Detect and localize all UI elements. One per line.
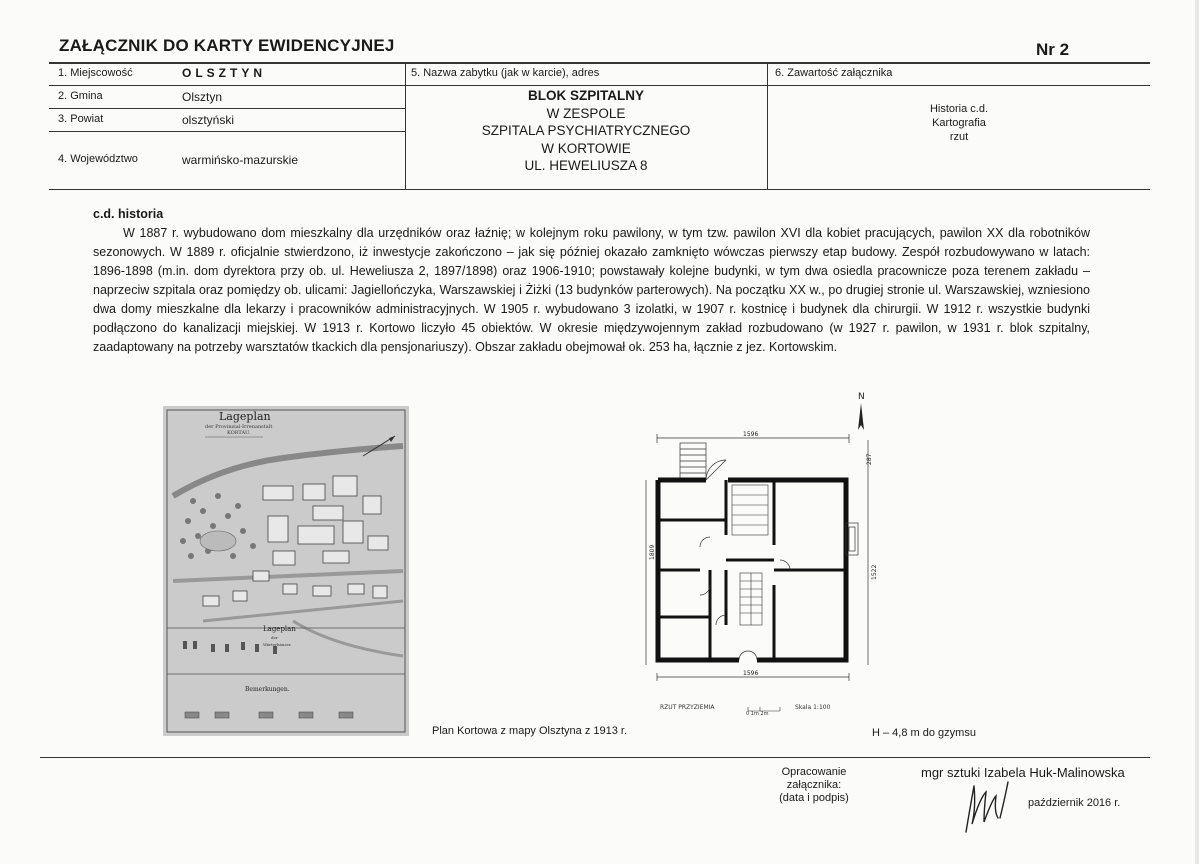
monument-line-3: SZPITALA PSYCHIATRYCZNEGO [481, 123, 691, 138]
dim-right-top: 287 [866, 453, 873, 465]
contents-line-2: Kartografia [932, 117, 986, 129]
monument-line-5: UL. HEWELIUSZA 8 [524, 158, 648, 173]
grid-line-bottom [49, 189, 1150, 190]
field-label-voivodeship: 4. Województwo [58, 153, 138, 165]
floor-plan-scale: Skala 1:100 [795, 704, 831, 711]
dim-right: 1522 [871, 564, 878, 580]
field-value-commune: Olsztyn [182, 90, 223, 104]
field-value-voivodeship: warmińsko-mazurskie [182, 153, 299, 167]
signature-image [960, 778, 1020, 838]
history-text: W 1887 r. wybudowano dom mieszkalny dla urzędników oraz łaźnię; w kolejnym roku pawilony, w tym tzw. pawilon XVI dla kobiet pracujących, pawilon XX dla robotników sezonowych. W 1889 r. oficjalnie stwierdzono, iż inwestycje zakończono – jak się później okazało zamknięto wówczas pierwszy etap budowy. Zespół rozbudowywano w latach: 1896-1898 (m.in. dom dyrektora przy ob. ul. Heweliusza 2, 1897/1898) oraz 1906-1910; powstawały kolejne budynki, w tym dwa osiedla pracownicze poza terenem zakładu – naprzeciw szpitala oraz pomiędzy ob. ulicami: Jagiellończyka, Warszawskiej i Żiżki (13 budynków parterowych). Na początku XX w., po drugiej stronie ul. Warszawskiej, wzniesiono dwa domy mieszkalne dla lekarzy i pracowników administracyjnych. W 1905 r. wybudowano 3 izolatki, w 1907 r. kostnicę i budynek dla chirurgii. W 1912 r. wszystkie budynki podłączono do kanalizacji miejskiej. W 1913 r. Kortowo liczyło 45 obiektów. W okresie międzywojennym zakład rozbudowano (w 1927 r. pawilon, w 1931 r. blok szpitalny, zaadaptowany na potrzeby warsztatów tkackich dla pensjonariuszy). Obszar zakładu obejmował ok. 253 ha, łącznie z jez. Kortowskim. [93, 226, 1090, 354]
contents-line-1: Historia c.d. [929, 103, 989, 115]
svg-text:der Provinzial-Irrenanstalt: der Provinzial-Irrenanstalt [205, 424, 273, 430]
svg-text:Lageplan: Lageplan [219, 410, 271, 423]
monument-line-1: BLOK SZPITALNY [528, 88, 644, 103]
field-label-monument: 5. Nazwa zabytku (jak w karcie), adres [411, 67, 600, 79]
field-label-county: 3. Powiat [58, 113, 104, 125]
grid-line [49, 108, 405, 109]
svg-text:der: der [271, 635, 278, 640]
svg-text:Wärterhäuser.: Wärterhäuser. [263, 642, 292, 647]
contents-line-3: rzut [949, 131, 969, 143]
author-name: mgr sztuki Izabela Huk-Malinowska [921, 765, 1125, 780]
grid-line [49, 131, 405, 132]
prepared-by-line-1: Opracowanie załącznika: [781, 766, 847, 791]
monument-line-2: W ZESPOLE [546, 105, 626, 121]
document-date: październik 2016 r. [1028, 797, 1121, 809]
floor-plan-title: RZUT PRZYZIEMIA [660, 704, 715, 711]
prepared-by-line-2: (data i podpis) [779, 792, 849, 804]
attachment-contents [768, 102, 1150, 144]
field-value-county: olsztyński [182, 113, 235, 127]
field-value-locality: OLSZTYN [182, 66, 266, 80]
footer-line [40, 757, 1150, 758]
map-caption: Plan Kortowa z mapy Olsztyna z 1913 r. [432, 725, 628, 737]
historical-map-image [163, 406, 409, 736]
prepared-by-label [766, 766, 862, 805]
grid-line-top [49, 62, 1150, 64]
north-label: N [858, 392, 865, 402]
field-label-contents: 6. Zawartość załącznika [775, 67, 893, 79]
svg-text:KORTAU.: KORTAU. [227, 430, 251, 436]
history-heading: c.d. historia [93, 207, 164, 221]
floor-plan-drawing [640, 385, 880, 720]
attachment-number: Nr 2 [1036, 40, 1070, 59]
north-arrow-icon [858, 403, 864, 430]
field-label-commune: 2. Gmina [58, 90, 103, 102]
dim-top: 1596 [743, 431, 759, 438]
document-title: ZAŁĄCZNIK DO KARTY EWIDENCYJNEJ [59, 36, 395, 55]
monument-name [405, 87, 767, 175]
dim-left: 1809 [649, 544, 656, 560]
monument-line-4: W KORTOWIE [541, 140, 631, 156]
dim-bottom: 1596 [743, 670, 759, 677]
height-note: H – 4,8 m do gzymsu [872, 727, 976, 739]
grid-line [49, 85, 1150, 86]
page-edge [1195, 0, 1199, 864]
field-label-locality: 1. Miejscowość [58, 67, 133, 79]
svg-text:Lageplan: Lageplan [263, 625, 296, 633]
scale-bar-labels: 0 1m 2m [746, 711, 769, 717]
svg-text:Bemerkungen.: Bemerkungen. [245, 686, 290, 693]
historical-map-drawing [163, 406, 409, 736]
